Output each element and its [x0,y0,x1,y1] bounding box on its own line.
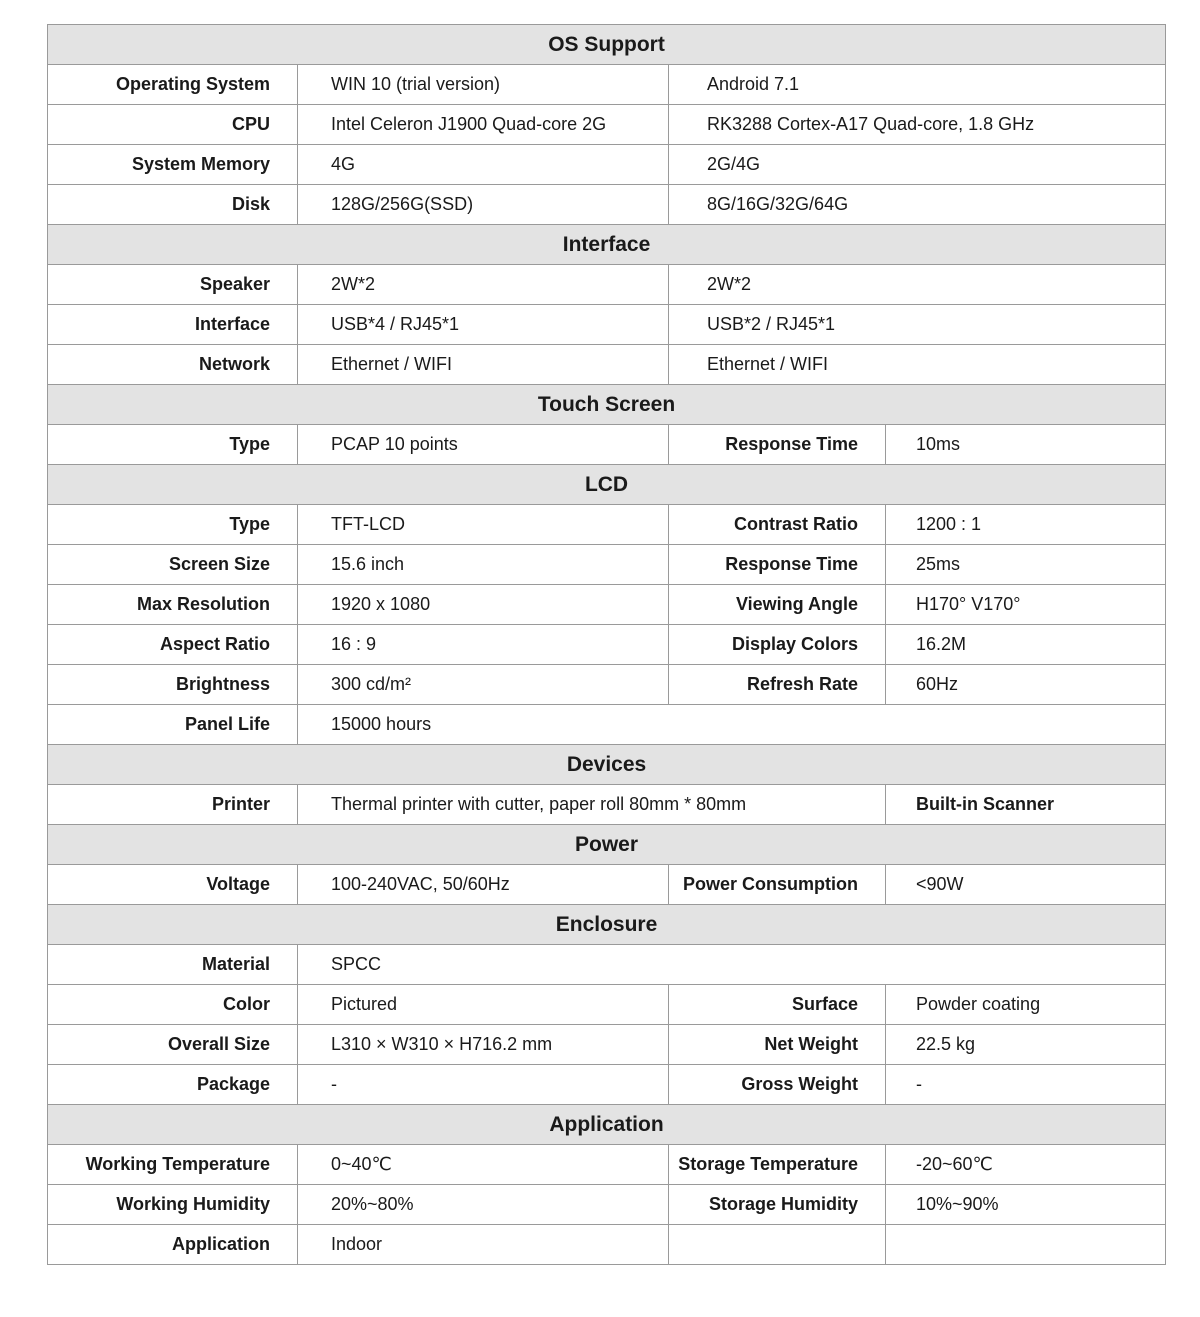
section-header-touch-screen [48,385,1166,425]
row-label-secondary: Storage Temperature [669,1145,886,1185]
row-value-secondary: -20~60℃ [886,1145,1166,1185]
section-header-enclosure [48,905,1166,945]
row-value-win: WIN 10 (trial version) [298,65,669,105]
row-value-win: USB*4 / RJ45*1 [298,305,669,345]
row-label-secondary: Net Weight [669,1025,886,1065]
row-value: 20%~80% [298,1185,669,1225]
row-label: Screen Size [48,545,298,585]
table-row [48,625,1166,665]
row-label: Type [48,505,298,545]
row-value-secondary: - [886,1065,1166,1105]
table-row [48,545,1166,585]
row-value-secondary: <90W [886,865,1166,905]
row-label: Interface [48,305,298,345]
row-value: Indoor [298,1225,669,1265]
row-value-secondary: 16.2M [886,625,1166,665]
section-title: Enclosure [48,905,1166,945]
table-row [48,585,1166,625]
table-row [48,345,1166,385]
table-row [48,65,1166,105]
row-label-secondary: Refresh Rate [669,665,886,705]
section-title: Application [48,1105,1166,1145]
row-label: Aspect Ratio [48,625,298,665]
row-label: Network [48,345,298,385]
row-label: Type [48,425,298,465]
section-header-os-support [48,25,1166,65]
row-label-secondary: Response Time [669,425,886,465]
row-label-secondary: Gross Weight [669,1065,886,1105]
row-label: Voltage [48,865,298,905]
row-value: TFT-LCD [298,505,669,545]
table-row [48,705,1166,745]
row-label: Max Resolution [48,585,298,625]
table-row [48,185,1166,225]
row-value-secondary: 60Hz [886,665,1166,705]
row-value-extra: Built-in Scanner [886,785,1166,825]
table-row [48,305,1166,345]
row-label-secondary: Storage Humidity [669,1185,886,1225]
row-value-android: 8G/16G/32G/64G [669,185,1166,225]
table-row [48,1225,1166,1265]
row-label: Package [48,1065,298,1105]
table-row [48,425,1166,465]
table-row [48,865,1166,905]
row-value-secondary: 10ms [886,425,1166,465]
row-label: CPU [48,105,298,145]
row-label: Panel Life [48,705,298,745]
row-value: 300 cd/m² [298,665,669,705]
row-value-android: Android 7.1 [669,65,1166,105]
row-value-secondary: 25ms [886,545,1166,585]
row-label: Speaker [48,265,298,305]
row-value: Pictured [298,985,669,1025]
table-row [48,945,1166,985]
row-value-win: 128G/256G(SSD) [298,185,669,225]
row-label-secondary: Power Consumption [669,865,886,905]
section-header-application [48,1105,1166,1145]
row-value-win: 4G [298,145,669,185]
row-value: 100-240VAC, 50/60Hz [298,865,669,905]
row-value: 1920 x 1080 [298,585,669,625]
row-label: System Memory [48,145,298,185]
row-value-secondary: H170° V170° [886,585,1166,625]
row-label: Printer [48,785,298,825]
section-title: Touch Screen [48,385,1166,425]
section-header-lcd [48,465,1166,505]
table-row [48,105,1166,145]
section-header-interface [48,225,1166,265]
table-row [48,1145,1166,1185]
row-label-secondary: Surface [669,985,886,1025]
row-label-secondary: Viewing Angle [669,585,886,625]
row-label: Material [48,945,298,985]
row-label-secondary: Response Time [669,545,886,585]
table-row [48,1025,1166,1065]
table-row [48,985,1166,1025]
row-label: Disk [48,185,298,225]
row-value: 15.6 inch [298,545,669,585]
row-label: Working Temperature [48,1145,298,1185]
row-value-android: RK3288 Cortex-A17 Quad-core, 1.8 GHz [669,105,1166,145]
spec-table [47,24,1166,1265]
section-header-power [48,825,1166,865]
table-row [48,665,1166,705]
row-value-win: Intel Celeron J1900 Quad-core 2G [298,105,669,145]
row-value-secondary: 22.5 kg [886,1025,1166,1065]
row-value-android: Ethernet / WIFI [669,345,1166,385]
section-title: OS Support [48,25,1166,65]
row-value-secondary: 1200 : 1 [886,505,1166,545]
row-value: 0~40℃ [298,1145,669,1185]
row-label-secondary: Display Colors [669,625,886,665]
row-value: - [298,1065,669,1105]
table-row [48,265,1166,305]
row-label: Brightness [48,665,298,705]
row-value-win: Ethernet / WIFI [298,345,669,385]
table-row [48,505,1166,545]
row-label: Overall Size [48,1025,298,1065]
section-title: Devices [48,745,1166,785]
row-label: Application [48,1225,298,1265]
row-value: SPCC [298,945,1166,985]
section-title: Power [48,825,1166,865]
row-label-secondary: Contrast Ratio [669,505,886,545]
row-value-android: 2W*2 [669,265,1166,305]
row-value-android: USB*2 / RJ45*1 [669,305,1166,345]
table-row [48,1065,1166,1105]
section-title: LCD [48,465,1166,505]
row-label-secondary [669,1225,886,1265]
row-label: Color [48,985,298,1025]
row-value-android: 2G/4G [669,145,1166,185]
row-value: 16 : 9 [298,625,669,665]
row-value: Thermal printer with cutter, paper roll 80mm * 80mm [298,785,886,825]
table-row [48,1185,1166,1225]
section-title: Interface [48,225,1166,265]
row-value: PCAP 10 points [298,425,669,465]
row-value: L310 × W310 × H716.2 mm [298,1025,669,1065]
row-value-secondary: Powder coating [886,985,1166,1025]
table-row [48,785,1166,825]
row-value-secondary: 10%~90% [886,1185,1166,1225]
row-value-secondary [886,1225,1166,1265]
row-label: Working Humidity [48,1185,298,1225]
row-label: Operating System [48,65,298,105]
section-header-devices [48,745,1166,785]
table-row [48,145,1166,185]
row-value: 15000 hours [298,705,1166,745]
row-value-win: 2W*2 [298,265,669,305]
